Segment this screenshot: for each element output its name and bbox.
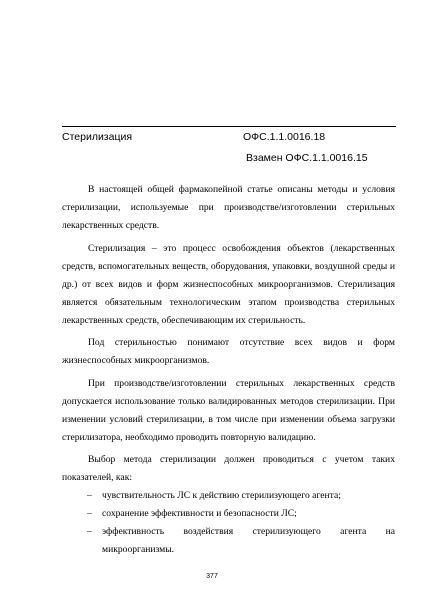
criteria-list [62, 487, 395, 559]
list-item-text: сохранение эффективности и безопасности ЛС; [102, 508, 297, 519]
document-title: Стерилизация [62, 131, 133, 143]
paragraph: В настоящей общей фармакопейной статье описаны методы и условия стерилизации, используемые при производстве/изготовлении стерильных лекарственных средств. [62, 184, 395, 231]
list-dash: – [87, 490, 92, 501]
document-code: ОФС.1.1.0016.18 [243, 131, 326, 143]
list-item [62, 505, 395, 523]
list-dash: – [87, 526, 92, 537]
paragraph: Под стерильностью понимают отсутствие всех видов и форм жизнеспособных микроорганизмов. [62, 337, 395, 366]
list-item-text: чувствительность ЛС к действию стерилизующего агента; [102, 490, 341, 501]
list-item-text: эффективность воздействия стерилизующего агента на микроорганизмы. [102, 526, 395, 555]
document-replaces: Взамен ОФС.1.1.0016.15 [246, 152, 368, 164]
paragraph: Выбор метода стерилизации должен проводиться с учетом таких показателей, как: [62, 454, 395, 483]
paragraph: При производстве/изготовлении стерильных лекарственных средств допускается использование только валидированных методов стерилизации. При изменении условий стерилизации, в том числе при изменении объема загрузки стерилизатора, необходимо проводить повторную валидацию. [62, 377, 395, 443]
list-item [62, 523, 395, 559]
header-rule [62, 126, 396, 127]
list-item [62, 487, 395, 505]
page-number: 377 [206, 573, 218, 580]
paragraph: Стерилизация – это процесс освобождения объектов (лекарственных средств, вспомогательных веществ, оборудования, упаковки, воздушной среды и др.) от всех видов и форм жизнеспособных микроорганизмов. Стерилизация является обязательным технологическим этапом производства стерильных лекарственных средств, обеспечивающим их стерильность. [62, 242, 395, 326]
document-body [62, 181, 395, 559]
list-dash: – [87, 508, 92, 519]
